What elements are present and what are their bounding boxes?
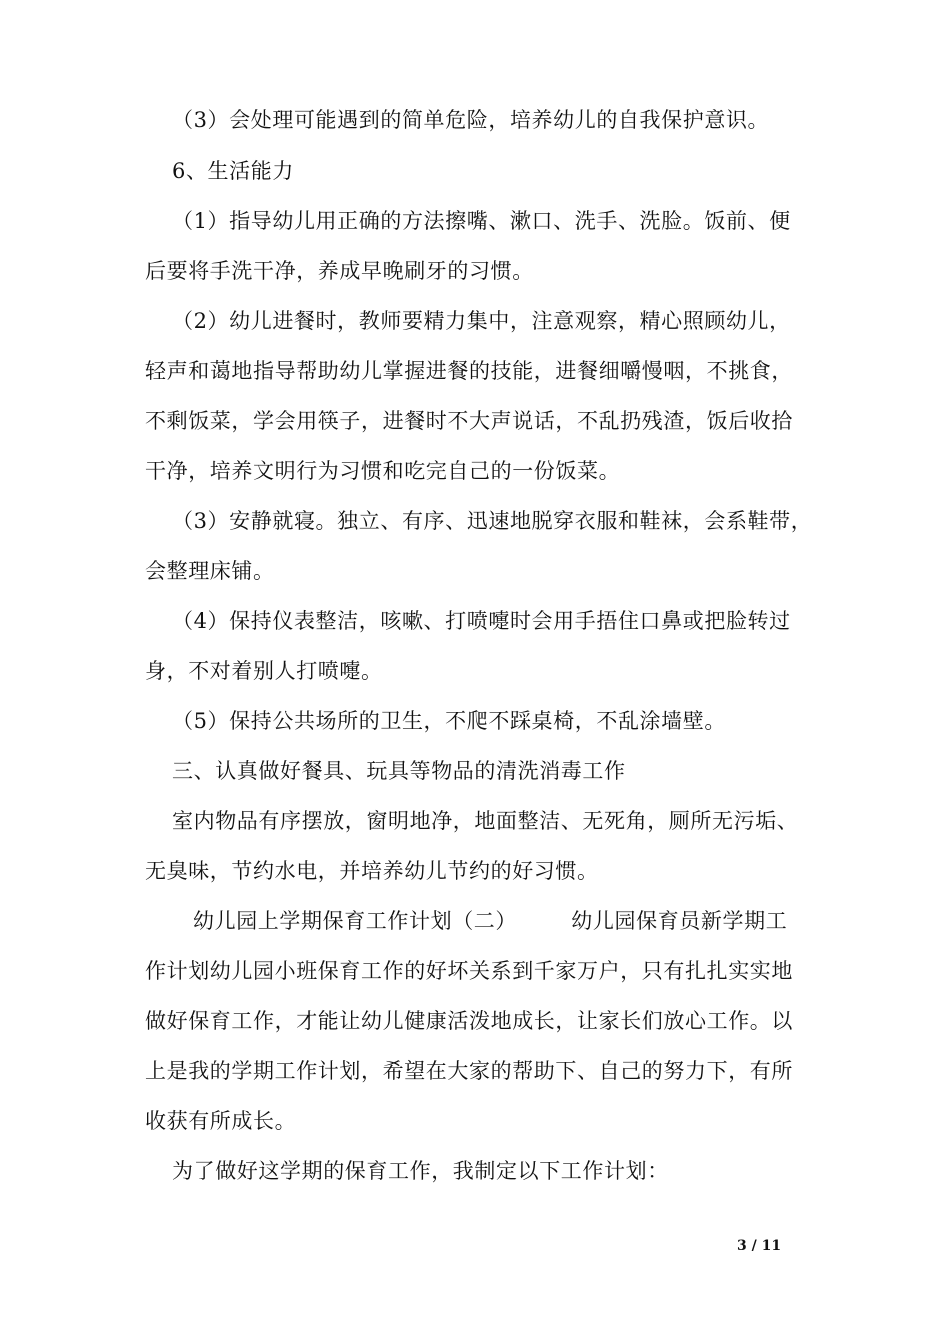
text-line: （5）保持公共场所的卫生，不爬不踩桌椅，不乱涂墙壁。 <box>172 709 726 733</box>
text-line: （2）幼儿进餐时，教师要精力集中，注意观察，精心照顾幼儿， <box>172 309 791 333</box>
section-heading: 三、认真做好餐具、玩具等物品的清洗消毒工作 <box>172 759 626 783</box>
text-line: 无臭味，节约水电，并培养幼儿节约的好习惯。 <box>145 859 599 883</box>
text-line: 为了做好这学期的保育工作，我制定以下工作计划： <box>172 1159 669 1183</box>
text-line: 后要将手洗干净，养成早晚刷牙的习惯。 <box>145 259 534 283</box>
text-line: 幼儿园上学期保育工作计划（二） 幼儿园保育员新学期工 <box>193 909 788 933</box>
text-line: 上是我的学期工作计划，希望在大家的帮助下、自己的努力下，有所 <box>145 1059 793 1083</box>
text-line: （3）会处理可能遇到的简单危险，培养幼儿的自我保护意识。 <box>172 108 770 132</box>
text-line: 轻声和蔼地指导帮助幼儿掌握进餐的技能，进餐细嚼慢咽，不挑食， <box>145 359 793 383</box>
section-heading: 6、生活能力 <box>172 159 294 183</box>
page-number: 3 / 11 <box>737 1238 782 1254</box>
text-line: （4）保持仪表整洁，咳嗽、打喷嚏时会用手捂住口鼻或把脸转过 <box>172 609 791 633</box>
text-line: 作计划幼儿园小班保育工作的好坏关系到千家万户，只有扎扎实实地 <box>145 959 793 983</box>
text-line: 干净，培养文明行为习惯和吃完自己的一份饭菜。 <box>145 459 621 483</box>
text-line: 收获有所成长。 <box>145 1109 297 1133</box>
text-line: 会整理床铺。 <box>145 559 275 583</box>
text-line: 不剩饭菜，学会用筷子，进餐时不大声说话，不乱扔残渣，饭后收拾 <box>145 409 793 433</box>
text-line: 做好保育工作，才能让幼儿健康活泼地成长，让家长们放心工作。以 <box>145 1009 793 1033</box>
text-line: 室内物品有序摆放，窗明地净，地面整洁、无死角，厕所无污垢、 <box>172 809 799 833</box>
text-line: （1）指导幼儿用正确的方法擦嘴、漱口、洗手、洗脸。饭前、便 <box>172 209 791 233</box>
text-line: （3）安静就寝。独立、有序、迅速地脱穿衣服和鞋袜，会系鞋带， <box>172 509 813 533</box>
text-line: 身，不对着别人打喷嚏。 <box>145 659 383 683</box>
